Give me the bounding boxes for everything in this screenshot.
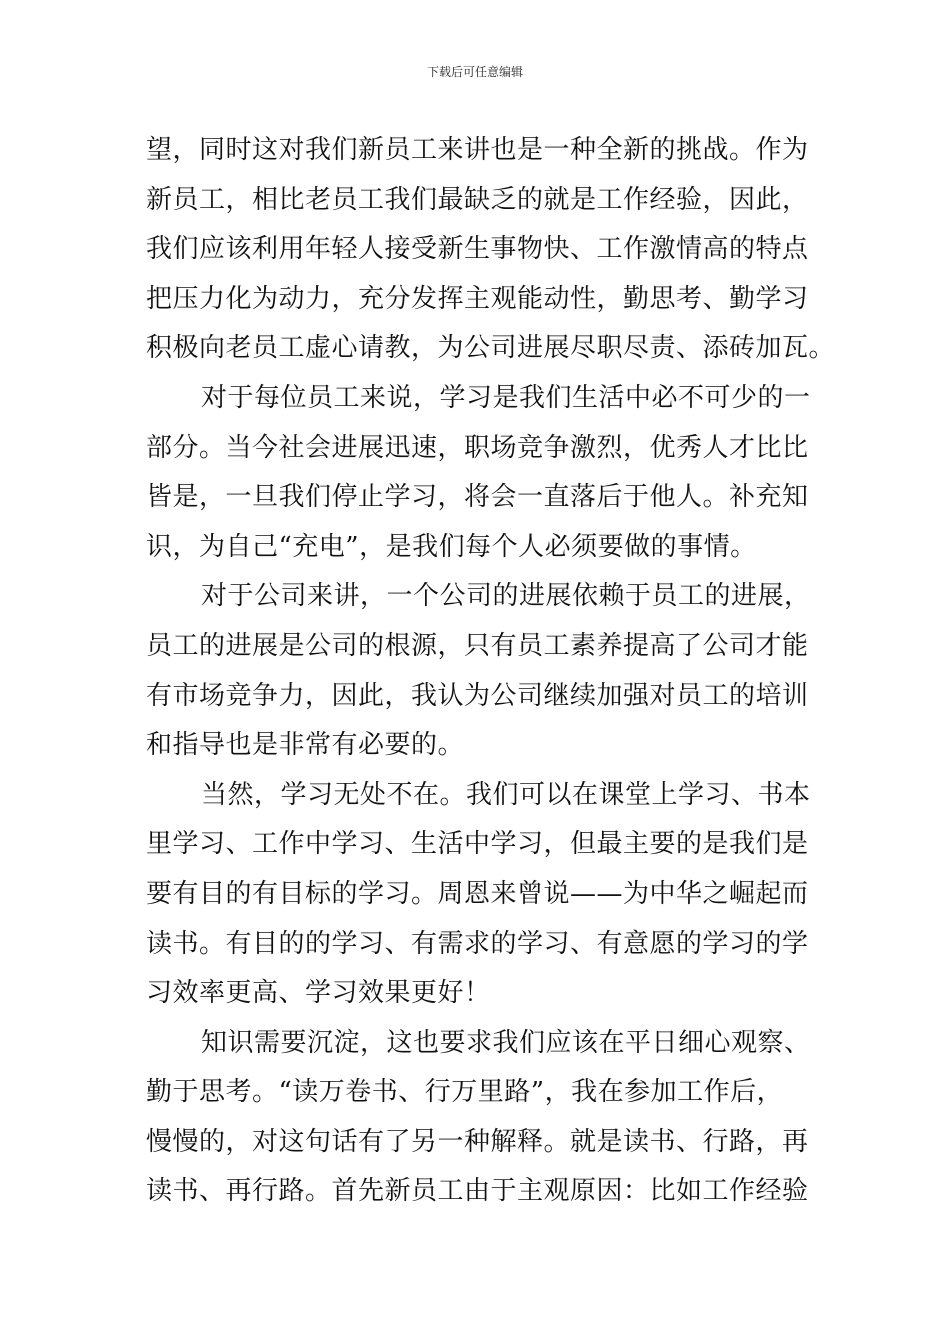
- text-line: 识，为自己“充电”，是我们每个人必须要做的事情。: [146, 531, 757, 562]
- text-line: 皆是，一旦我们停止学习，将会一直落后于他人。补充知: [146, 482, 809, 513]
- text-line: 有市场竞争力，因此，我认为公司继续加强对员工的培训: [146, 680, 809, 711]
- text-line: 和指导也是非常有必要的。: [146, 730, 465, 761]
- paragraph-4: [146, 771, 811, 1019]
- text-line: 对于公司来讲，一个公司的进展依赖于员工的进展，: [201, 581, 811, 612]
- page-header: 下载后可任意编辑: [426, 65, 523, 79]
- text-line: 知识需要沉淀，这也要求我们应该在平日细心观察、: [201, 1027, 811, 1058]
- text-line: 部分。当今社会进展迅速，职场竞争激烈，优秀人才比比: [146, 432, 809, 463]
- text-line: 当然，学习无处不在。我们可以在课堂上学习、书本: [201, 779, 811, 810]
- text-line: 慢慢的，对这句话有了另一种解释。就是读书、行路，再: [146, 1126, 809, 1157]
- paragraph-2: [146, 374, 811, 572]
- text-line: 员工的进展是公司的根源，只有员工素养提高了公司才能: [146, 630, 809, 661]
- text-line: 里学习、工作中学习、生活中学习，但最主要的是我们是: [146, 829, 809, 860]
- text-line: 积极向老员工虚心请教，为公司进展尽职尽责、添砖加瓦。: [146, 333, 836, 364]
- paragraph-1: [146, 126, 836, 374]
- paragraph-3: [146, 572, 811, 770]
- text-line: 对于每位员工来说，学习是我们生活中必不可少的一: [201, 382, 811, 413]
- text-line: 勤于思考。“读万卷书、行万里路”，我在参加工作后，: [146, 1077, 784, 1108]
- text-line: 新员工，相比老员工我们最缺乏的就是工作经验，因此，: [146, 184, 809, 215]
- text-line: 要有目的有目标的学习。周恩来曾说——为中华之崛起而: [146, 878, 809, 909]
- paragraph-5: [146, 1019, 811, 1217]
- text-line: 习效率更高、学习效果更好！: [146, 978, 491, 1009]
- document-body: [146, 126, 836, 1217]
- text-line: 读书。有目的的学习、有需求的学习、有意愿的学习的学: [146, 928, 809, 959]
- text-line: 我们应该利用年轻人接受新生事物快、工作激情高的特点: [146, 234, 809, 265]
- text-line: 把压力化为动力，充分发挥主观能动性，勤思考、勤学习: [146, 283, 809, 314]
- text-line: 望，同时这对我们新员工来讲也是一种全新的挑战。作为: [146, 135, 809, 165]
- text-line: 读书、再行路。首先新员工由于主观原因：比如工作经验: [146, 1176, 809, 1207]
